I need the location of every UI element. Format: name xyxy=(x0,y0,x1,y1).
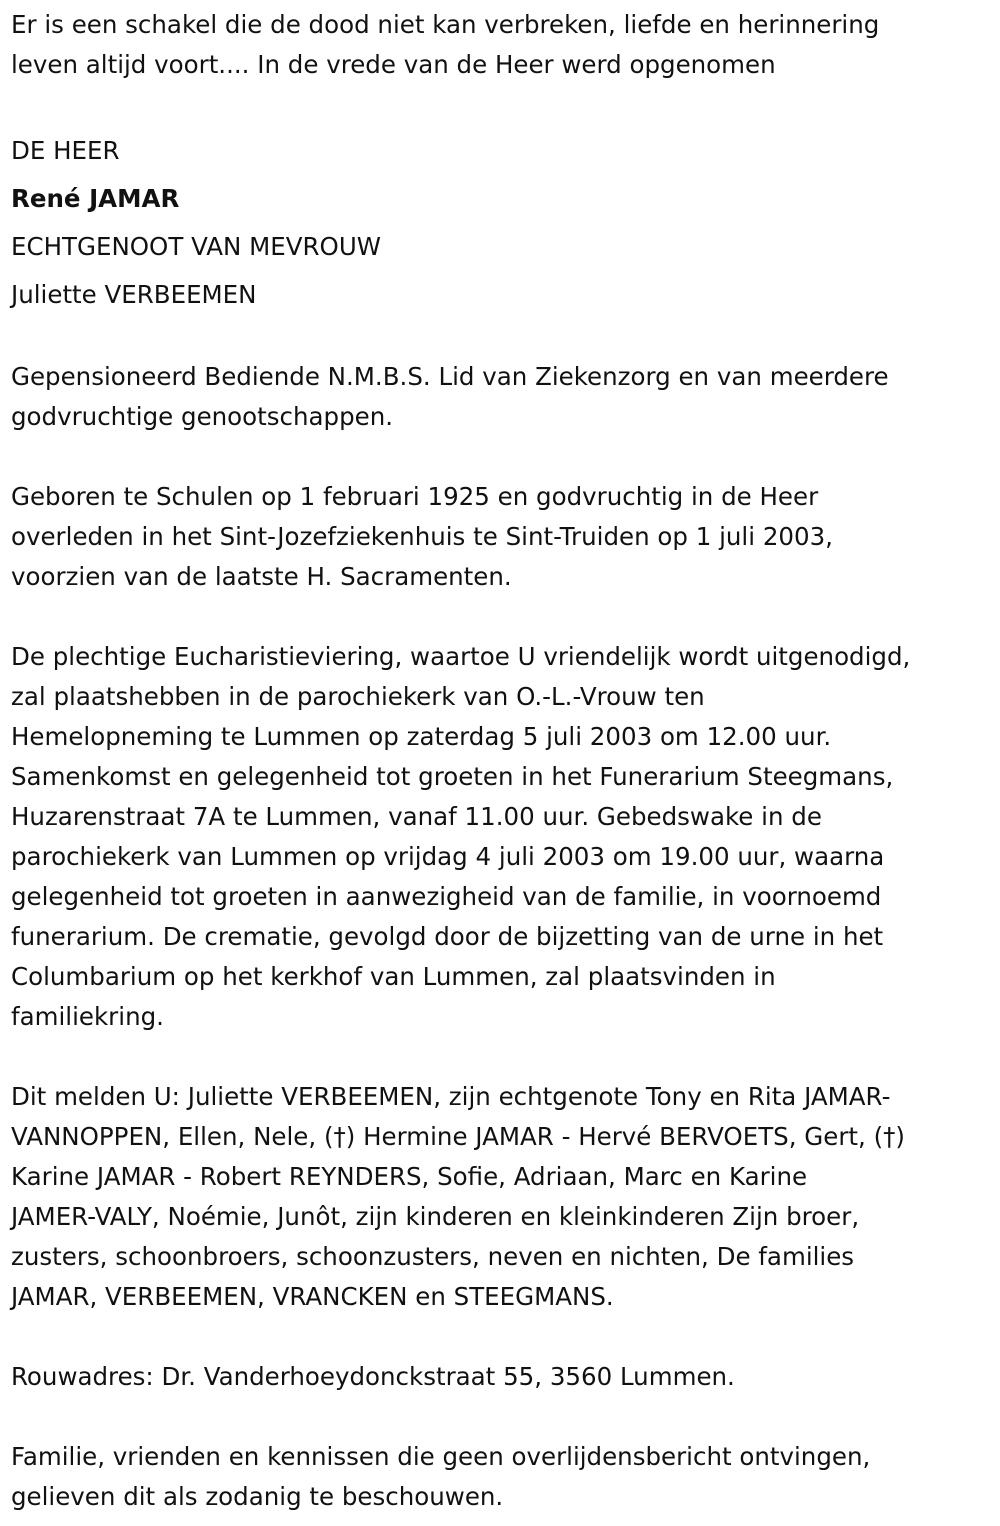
spacer xyxy=(11,85,996,125)
spacer xyxy=(11,1397,996,1437)
spouse-name: Juliette VERBEEMEN xyxy=(11,280,257,309)
family-text: Dit melden U: Juliette VERBEEMEN, zijn echtgenote Tony en Rita JAMAR- VANNOPPEN, Ellen, Nele, (†) Hermine JAMAR - Hervé BERVOETS, Gert, (†) Karine JAMAR - Robert REYNDERS, Sofie, Adriaan, Marc en Karine JAMER-VALY, Noémie, Junôt, zijn kinderen en kleinkinderen Zijn broer, zusters, schoonbroers, schoonzusters, neven en nichten, De families JAMAR, VERBEEMEN, VRANCKEN en STEEGMANS. xyxy=(11,1082,905,1311)
spacer xyxy=(11,319,996,357)
spacer xyxy=(11,1317,996,1357)
occupation-text: Gepensioneerd Bediende N.M.B.S. Lid van Ziekenzorg en van meerdere godvruchtige genootschappen. xyxy=(11,362,889,431)
spacer xyxy=(11,437,996,477)
birth-death-text: Geboren te Schulen op 1 februari 1925 en godvruchtig in de Heer overleden in het Sint-Jozefziekenhuis te Sint-Truiden op 1 juli 2003, voorzien van de laatste H. Sacramenten. xyxy=(11,482,833,591)
spacer xyxy=(11,1037,996,1077)
spacer xyxy=(11,597,996,637)
ceremony-text: De plechtige Eucharistieviering, waartoe U vriendelijk wordt uitgenodigd, zal plaatshebben in de parochiekerk van O.-L.-Vrouw ten Hemelopneming te Lummen op zaterdag 5 juli 2003 om 12.00 uur. Samenkomst en gelegenheid tot groeten in het Funerarium Steegmans, Huzarenstraat 7A te Lummen, vanaf 11.00 uur. Gebedswake in de parochiekerk van Lummen op vrijdag 4 juli 2003 om 19.00 uur, waarna gelegenheid tot groeten in aanwezigheid van de familie, in voornoemd funerarium. De crematie, gevolgd door de bijzetting van de urne in het Columbarium op het kerkhof van Lummen, zal plaatsvinden in familiekring. xyxy=(11,642,911,1031)
relation-line: ECHTGENOOT VAN MEVROUW xyxy=(11,232,382,261)
deceased-name: René JAMAR xyxy=(11,184,180,213)
death-notice xyxy=(11,5,996,1517)
address-text: Rouwadres: Dr. Vanderhoeydonckstraat 55, 3560 Lummen. xyxy=(11,1362,735,1391)
intro-text: Er is een schakel die de dood niet kan verbreken, liefde en herinnering leven altijd voort.... In de vrede van de Heer werd opgenomen xyxy=(11,10,880,79)
closing-text: Familie, vrienden en kennissen die geen overlijdensbericht ontvingen, gelieven dit als zodanig te beschouwen. xyxy=(11,1442,871,1511)
title-line: DE HEER xyxy=(11,136,120,165)
